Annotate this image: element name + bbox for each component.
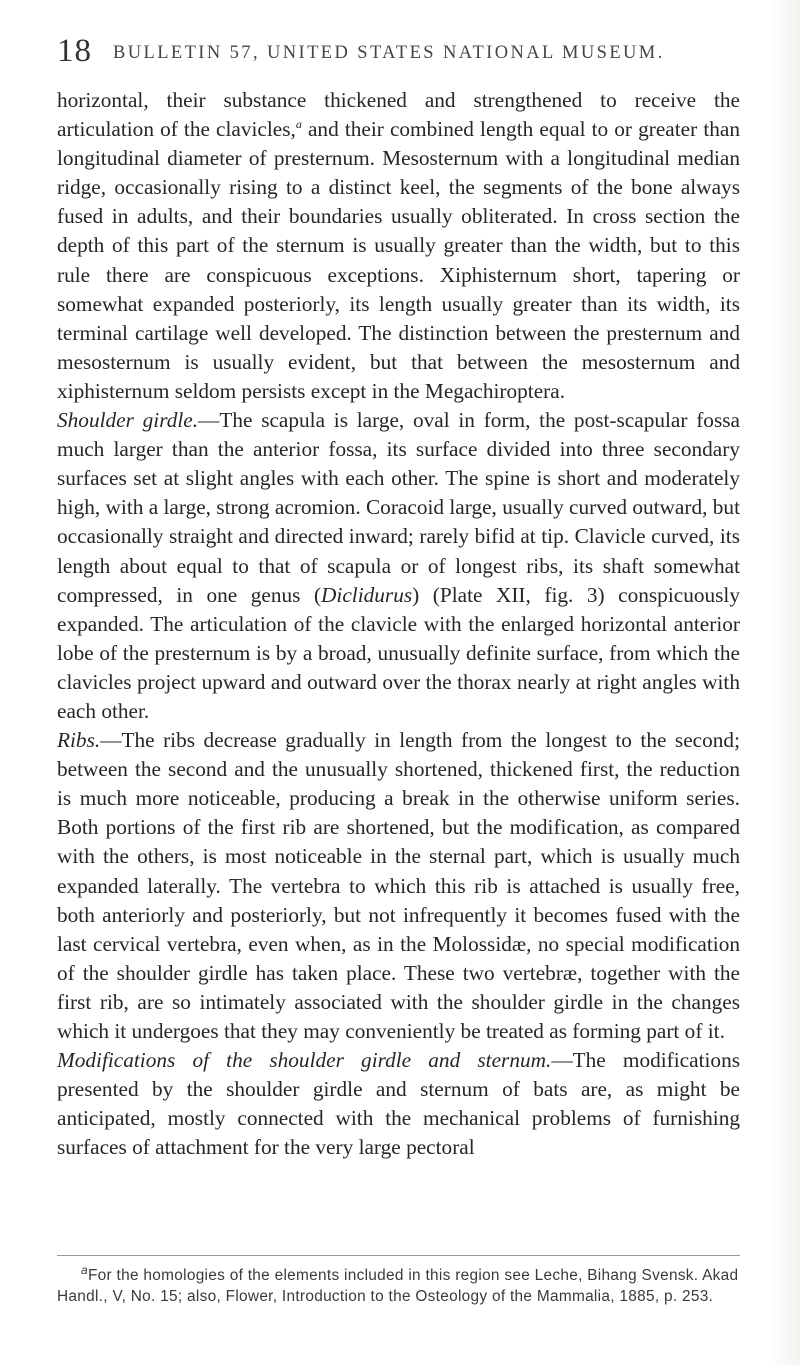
text-run: ) (Plate XII, fig. 3) conspicuously expanded. The articulation of the clavicle with the enlarged horizontal anterior lobe of the presternum is by a broad, unusually definite surface, from which the clavicles project upward and outward over the thorax nearly at right angles with each other. [57, 582, 740, 723]
section-heading-ribs: Ribs. [57, 728, 101, 753]
running-title: BULLETIN 57, UNITED STATES NATIONAL MUSEUM. [113, 43, 665, 63]
footnote-marker: a [81, 1262, 88, 1277]
paragraph-modifications [57, 1046, 740, 1162]
paragraph-shoulder-girdle [57, 406, 740, 726]
page-number: 18 [57, 33, 92, 69]
text-run: —The scapula is large, oval in form, the post-scapular fossa much larger than the anterior fossa, its surface divided into three secondary surfaces set at slight angles with each other. The spine is short and moderately high, with a large, strong acromion. Coracoid large, usually curved outward, but occasionally straight and directed inward; rarely bifid at tip. Clavicle curved, its length about equal to that of scapula or of longest ribs, its shaft somewhat compressed, in one genus ( [57, 408, 740, 607]
section-heading-modifications: Modifications of the shoulder girdle and sternum. [57, 1048, 552, 1073]
section-heading-shoulder-girdle: Shoulder girdle. [57, 408, 199, 433]
running-header [57, 33, 747, 73]
paragraph-ribs [57, 726, 740, 1046]
footnote [57, 1262, 740, 1307]
genus-name: Diclidurus [321, 582, 413, 607]
footnote-ref[interactable]: a [295, 117, 302, 131]
text-run: horizontal, their substance thickened and strengthened to receive the articulation of the clavicles, [57, 88, 740, 142]
footnote-divider [57, 1255, 740, 1256]
paragraph-sternum [57, 86, 740, 406]
footnote-text: For the homologies of the elements included in this region see Leche, Bihang Svensk. Akad Handl., V, No. 15; also, Flower, Introduction to the Osteology of the Mammalia, 1885, p. 253. [57, 1267, 739, 1305]
text-run: —The ribs decrease gradually in length from the longest to the second; between the second and the unusually shortened, thickened first, the reduction is much more noticeable, producing a break in the otherwise uniform series. Both portions of the first rib are shortened, but the modification, as compared with the others, is most noticeable in the sternal part, which is usually much expanded laterally. The vertebra to which this rib is attached is usually free, both anteriorly and posteriorly, but not infrequently it becomes fused with the last cervical vertebra, even when, as in the Molossidæ, no special modification of the shoulder girdle has taken place. These two vertebræ, together with the first rib, are so intimately associated with the shoulder girdle in the changes which it undergoes that they may conveniently be treated as forming part of it. [57, 728, 740, 1043]
body-text [57, 86, 740, 1162]
text-run: —The modifications presented by the shoulder girdle and sternum of bats are, as might be anticipated, mostly connected with the mechanical problems of furnishing surfaces of attachment for the very large pectoral [57, 1048, 740, 1160]
text-run: and their combined length equal to or greater than longitudinal diameter of presternum. Mesosternum with a longitudinal median ridge, occasionally rising to a distinct keel, the segments of the bone always fused in adults, and their boundaries usually obliterated. In cross section the depth of this part of the sternum is usually greater than the width, but to this rule there are conspicuous exceptions. Xiphisternum short, tapering or somewhat expanded posteriorly, its length usually greater than its width, its terminal cartilage well developed. The distinction between the presternum and mesosternum is usually evident, but that between the mesosternum and xiphisternum seldom persists except in the Megachiroptera. [57, 117, 740, 403]
